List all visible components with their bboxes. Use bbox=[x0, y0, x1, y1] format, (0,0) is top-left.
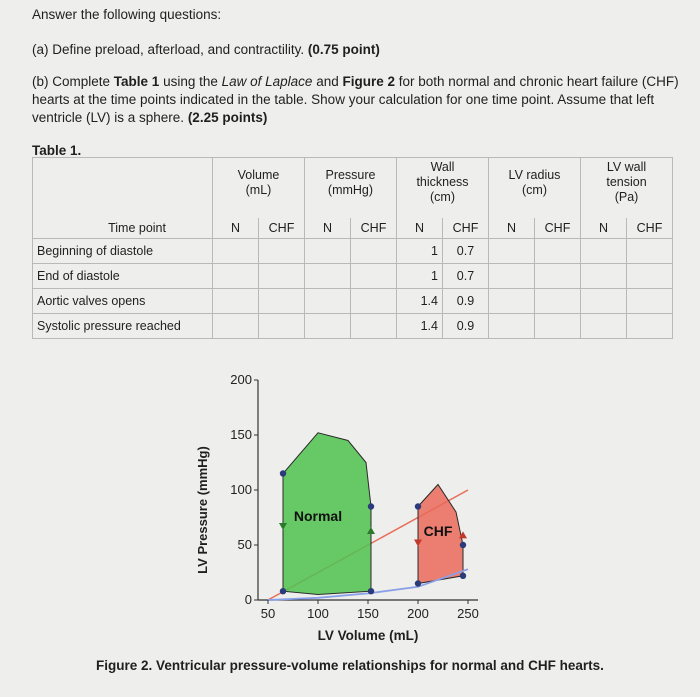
pv-point-marker bbox=[460, 573, 466, 579]
cell-radius-chf[interactable] bbox=[535, 264, 581, 289]
y-tick-label: 150 bbox=[230, 427, 252, 442]
cell-pressure-chf[interactable] bbox=[351, 314, 397, 339]
pv-loop-chart bbox=[0, 360, 700, 660]
header-wall-thickness: Wall thickness (cm) bbox=[397, 158, 489, 219]
pv-point-marker bbox=[280, 470, 286, 476]
header-pressure: Pressure (mmHg) bbox=[305, 158, 397, 219]
row-label: Aortic valves opens bbox=[33, 289, 213, 314]
table-row bbox=[33, 314, 673, 339]
question-a-points: (0.75 point) bbox=[307, 42, 380, 57]
cell-tension-n[interactable] bbox=[581, 264, 627, 289]
cell-volume-n[interactable] bbox=[213, 264, 259, 289]
question-b-prefix: (b) Complete bbox=[32, 74, 114, 89]
cell-pressure-n[interactable] bbox=[305, 314, 351, 339]
header-empty bbox=[33, 158, 213, 219]
question-a-text: (a) Define preload, afterload, and contractility. bbox=[32, 42, 308, 57]
cell-tension-chf[interactable] bbox=[627, 239, 673, 264]
table-header-row bbox=[33, 158, 673, 219]
sub-tension-n: N bbox=[581, 218, 627, 239]
question-b-mid2: and bbox=[312, 74, 343, 89]
cell-volume-n[interactable] bbox=[213, 239, 259, 264]
cell-radius-n[interactable] bbox=[489, 314, 535, 339]
sub-pressure-chf: CHF bbox=[351, 218, 397, 239]
cell-radius-n[interactable] bbox=[489, 264, 535, 289]
cell-radius-chf[interactable] bbox=[535, 314, 581, 339]
sub-wall-chf: CHF bbox=[443, 218, 489, 239]
table-subheader-row bbox=[33, 218, 673, 239]
pv-point-marker bbox=[415, 580, 421, 586]
y-axis-label: LV Pressure (mmHg) bbox=[195, 446, 210, 574]
x-tick-label: 150 bbox=[357, 606, 379, 621]
cell-pressure-n[interactable] bbox=[305, 264, 351, 289]
pv-point-marker bbox=[280, 588, 286, 594]
y-tick-label: 100 bbox=[230, 482, 252, 497]
row-label: Systolic pressure reached bbox=[33, 314, 213, 339]
sub-radius-chf: CHF bbox=[535, 218, 581, 239]
pv-point-marker bbox=[368, 588, 374, 594]
row-label: End of diastole bbox=[33, 264, 213, 289]
cell-radius-n[interactable] bbox=[489, 289, 535, 314]
cell-radius-chf[interactable] bbox=[535, 289, 581, 314]
question-b-table-ref: Table 1 bbox=[113, 74, 160, 89]
time-point-label: Time point bbox=[33, 218, 213, 239]
question-title: Answer the following questions: bbox=[32, 7, 222, 22]
sub-wall-n: N bbox=[397, 218, 443, 239]
cell-radius-n[interactable] bbox=[489, 239, 535, 264]
chf-annotation: CHF bbox=[423, 523, 453, 540]
header-lv-wall-tension: LV wall tension (Pa) bbox=[581, 158, 673, 219]
question-b-fig-ref: Figure 2 bbox=[342, 74, 395, 89]
cell-wall-chf: 0.9 bbox=[443, 314, 489, 339]
sub-radius-n: N bbox=[489, 218, 535, 239]
pv-point-marker bbox=[368, 503, 374, 509]
row-label: Beginning of diastole bbox=[33, 239, 213, 264]
table-1 bbox=[32, 157, 673, 339]
cell-wall-chf: 0.7 bbox=[443, 239, 489, 264]
x-tick-label: 250 bbox=[457, 606, 479, 621]
cell-tension-chf[interactable] bbox=[627, 264, 673, 289]
table-row bbox=[33, 264, 673, 289]
y-tick-label: 200 bbox=[230, 372, 252, 387]
y-tick-label: 0 bbox=[244, 592, 252, 607]
cell-pressure-chf[interactable] bbox=[351, 264, 397, 289]
header-volume: Volume (mL) bbox=[213, 158, 305, 219]
cell-tension-chf[interactable] bbox=[627, 314, 673, 339]
x-tick-label: 200 bbox=[407, 606, 429, 621]
cell-volume-chf[interactable] bbox=[259, 314, 305, 339]
y-tick-label: 50 bbox=[237, 537, 252, 552]
question-b bbox=[32, 73, 682, 127]
normal-annotation: Normal bbox=[293, 507, 343, 524]
pv-point-marker bbox=[415, 503, 421, 509]
cell-radius-chf[interactable] bbox=[535, 239, 581, 264]
pv-point-marker bbox=[460, 542, 466, 548]
header-lv-radius: LV radius (cm) bbox=[489, 158, 581, 219]
cell-wall-n: 1.4 bbox=[397, 314, 443, 339]
cell-wall-chf: 0.7 bbox=[443, 264, 489, 289]
question-a bbox=[32, 41, 380, 59]
table-label: Table 1. bbox=[32, 143, 82, 158]
cell-volume-n[interactable] bbox=[213, 314, 259, 339]
sub-tension-chf: CHF bbox=[627, 218, 673, 239]
sub-volume-n: N bbox=[213, 218, 259, 239]
question-b-points: (2.25 points) bbox=[187, 110, 268, 125]
cell-tension-n[interactable] bbox=[581, 239, 627, 264]
cell-pressure-chf[interactable] bbox=[351, 289, 397, 314]
cell-volume-chf[interactable] bbox=[259, 239, 305, 264]
cell-volume-chf[interactable] bbox=[259, 264, 305, 289]
x-tick-label: 50 bbox=[260, 606, 276, 621]
cell-tension-chf[interactable] bbox=[627, 289, 673, 314]
cell-pressure-chf[interactable] bbox=[351, 239, 397, 264]
cell-volume-chf[interactable] bbox=[259, 289, 305, 314]
cell-wall-n: 1.4 bbox=[397, 289, 443, 314]
table-row bbox=[33, 239, 673, 264]
table-row bbox=[33, 289, 673, 314]
figure-caption: Figure 2. Ventricular pressure-volume relationships for normal and CHF hearts. bbox=[96, 658, 604, 673]
cell-wall-chf: 0.9 bbox=[443, 289, 489, 314]
cell-tension-n[interactable] bbox=[581, 289, 627, 314]
cell-wall-n: 1 bbox=[397, 264, 443, 289]
sub-volume-chf: CHF bbox=[259, 218, 305, 239]
question-b-mid1: using the bbox=[159, 74, 222, 89]
question-b-law: Law of Laplace bbox=[221, 74, 313, 89]
cell-pressure-n[interactable] bbox=[305, 239, 351, 264]
x-axis-label: LV Volume (mL) bbox=[317, 628, 419, 643]
cell-pressure-n[interactable] bbox=[305, 289, 351, 314]
cell-tension-n[interactable] bbox=[581, 314, 627, 339]
x-tick-label: 100 bbox=[307, 606, 329, 621]
cell-volume-n[interactable] bbox=[213, 289, 259, 314]
question-b-rest: for both normal and chronic heart failure (CHF) hearts at the time points indicated in the table. Show your calculation for one time point. Assume that left ventricle (LV) is a sphere. bbox=[32, 74, 679, 125]
sub-pressure-n: N bbox=[305, 218, 351, 239]
cell-wall-n: 1 bbox=[397, 239, 443, 264]
